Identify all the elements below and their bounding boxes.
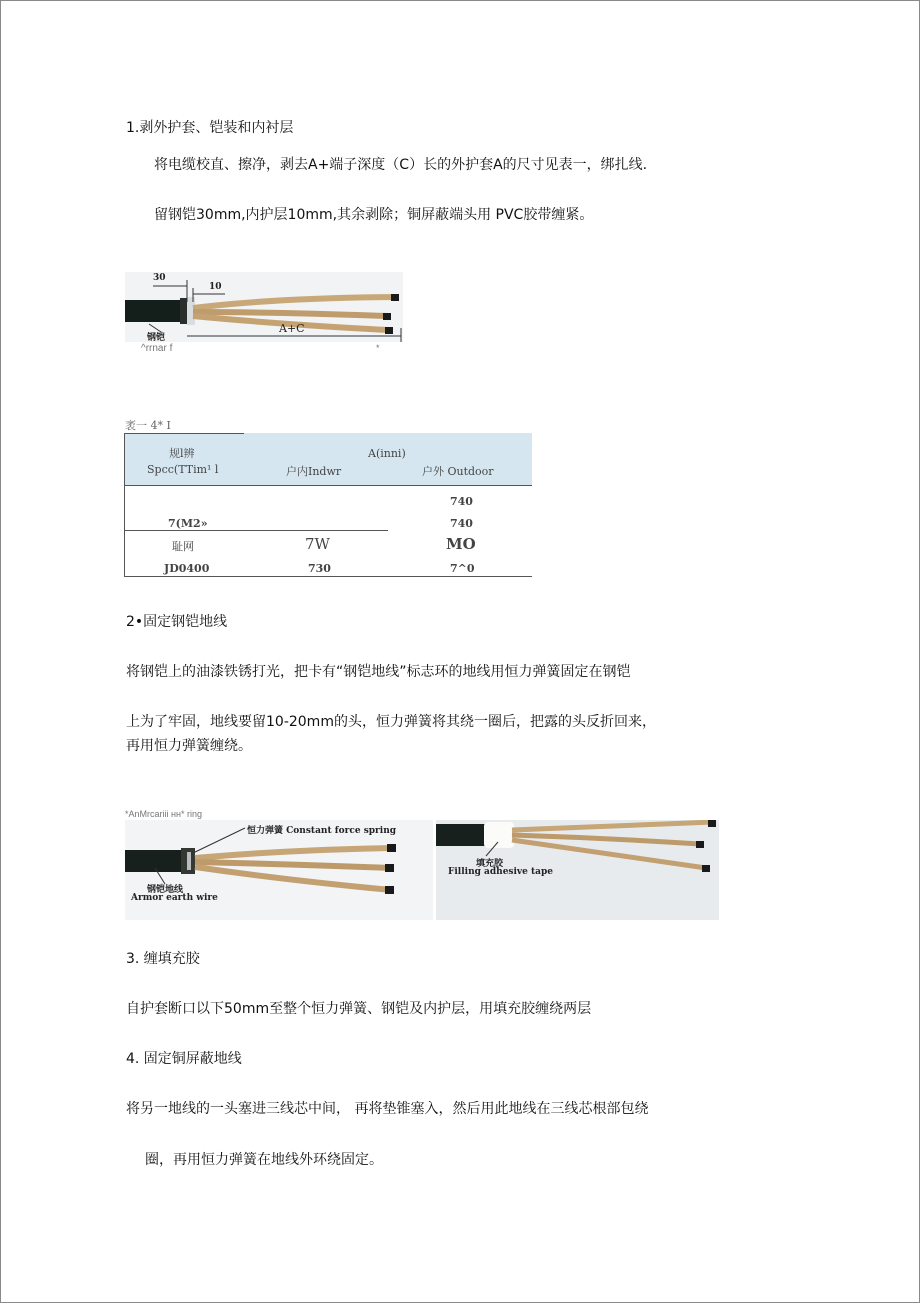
label-filling-tape-en: Filling adhesive tape: [448, 867, 554, 877]
label-armor-earth-cn: 钢铠地线: [147, 885, 184, 895]
cable-photo: [125, 272, 403, 342]
table-cell: 7^0: [450, 562, 475, 575]
label-constant-force-spring: 恒力弹簧 Constant force spring: [247, 826, 397, 836]
table-row-rule: [124, 530, 388, 531]
figure1-ocr-caption: ^rrnar f: [141, 343, 173, 354]
section4-heading: 4. 固定铜屏蔽地线: [126, 1051, 242, 1067]
header-a-group: A(inni): [368, 447, 406, 460]
table-cell: 7(M2»: [168, 517, 208, 530]
header-outdoor: 户外 Outdoor: [422, 465, 494, 478]
section3-paragraph-1: 自护套断口以下50mm至整个恒力弹簧、钢铠及内护层，用填充胶缠绕两层: [126, 1001, 592, 1017]
figure2-ocr-top: *AnMrcariii нн* ring: [125, 809, 202, 819]
dimension-table: [124, 433, 532, 577]
table-cell: JD0400: [164, 562, 210, 575]
table-cell: 740: [450, 495, 473, 508]
table-left-rule: [124, 433, 125, 577]
header-indoor: 户内Indwr: [286, 465, 342, 478]
dimension-a-plus-c: A+C: [279, 322, 305, 335]
table-cell: MO: [446, 535, 476, 553]
label-steel-armor: 钢铠: [147, 333, 166, 342]
figure-filling-tape: [436, 820, 719, 920]
dimension-10: 10: [209, 282, 222, 292]
figure-stripped-cable: [125, 272, 403, 342]
header-spec-cn: 规l辨: [169, 447, 195, 460]
section2-paragraph-2: 上为了牢固，地线要留10-20mm的头，恒力弹簧将其绕一圈后，把露的头反折回来，: [126, 714, 656, 730]
label-armor-earth-en: Armor earth wire: [131, 893, 218, 903]
section2-paragraph-1: 将钢铠上的油漆铁锈打光，把卡有“钢铠地线”标志环的地线用恒力弹簧固定在钢铠: [126, 664, 631, 680]
table-caption: 袤一 4* I: [125, 419, 171, 432]
section3-heading: 3. 缠填充胶: [126, 951, 200, 967]
section1-heading: 1.剥外护套、铠装和内衬层: [126, 120, 294, 136]
table-cell: 730: [308, 562, 331, 575]
table-cell: 740: [450, 517, 473, 530]
figure1-ocr-mark: *: [376, 343, 380, 353]
table-bottom-rule: [124, 576, 532, 577]
section1-paragraph-2: 留钢铠30mm,内护层10mm,其余剥除；铜屏蔽端头用 PVC胶带缠紧。: [154, 207, 594, 223]
section1-paragraph-1: 将电缆校直、擦净，剥去A+端子深度（C）长的外护套A的尺寸见表一，绑扎线.: [154, 157, 648, 173]
table-cell: 耻网: [172, 540, 194, 553]
section2-paragraph-3: 再用恒力弹簧缠绕。: [126, 738, 252, 754]
section4-paragraph-1: 将另一地线的一头塞进三线芯中间， 再将垫锥塞入，然后用此地线在三线芯根部包绕: [126, 1101, 649, 1117]
label-filling-tape-cn: 填充胶: [476, 859, 504, 869]
dimension-30: 30: [153, 273, 166, 283]
section2-heading: 2•固定钢铠地线: [126, 614, 228, 630]
section4-paragraph-2: 圈，再用恒力弹簧在地线外环绕固定。: [145, 1152, 383, 1168]
table-cell: 7W: [305, 535, 330, 553]
header-spec-en: Spcc(TTim¹ l: [147, 463, 219, 476]
table-top-rule: [124, 433, 244, 434]
table-header-rule: [124, 485, 532, 486]
figure-constant-force-spring: [125, 820, 433, 920]
